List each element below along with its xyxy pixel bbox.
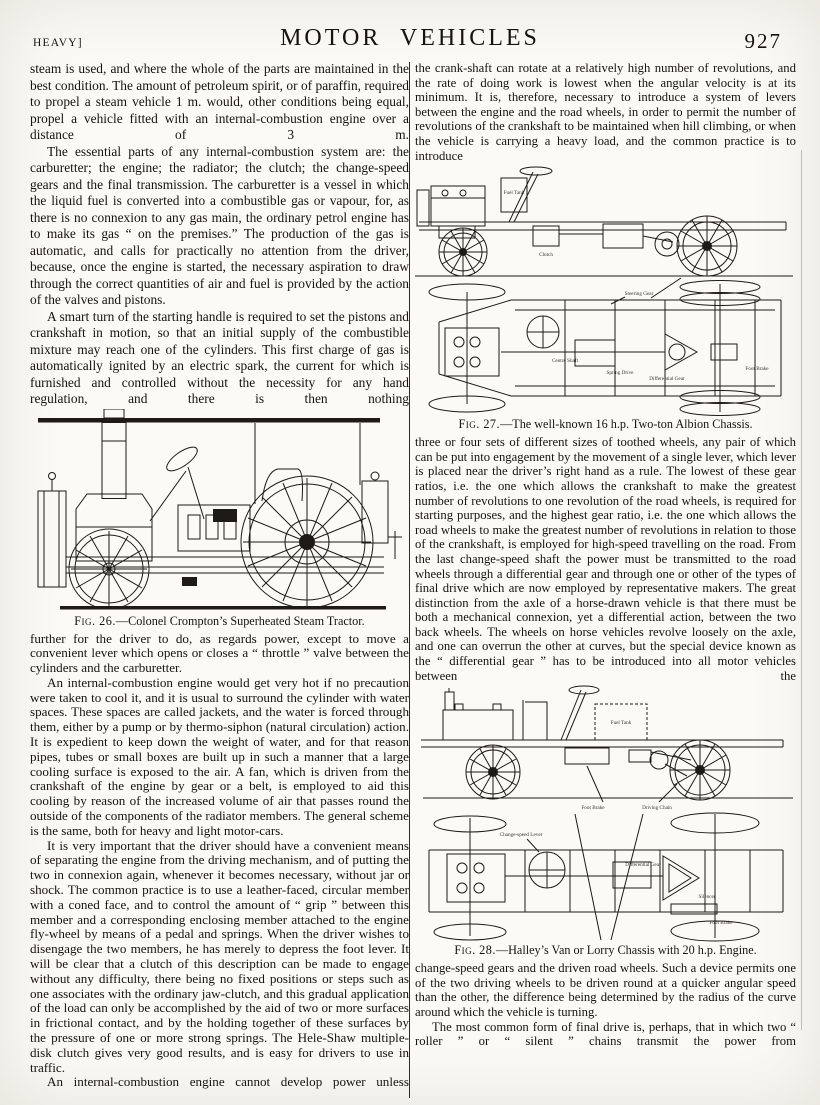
figure-part-label: Foot Brake: [581, 805, 605, 812]
paragraph: further for the driver to do, as regards power, except to move a convenient lever which opens or closes a “ throttle ” valve between the cylinders and the carburetter.: [30, 630, 409, 676]
figure-part-label: Differential Gear: [649, 376, 685, 383]
figure-27-caption: Fig. 27.—The well-known 16 h.p. Two-ton Albion Chassis.: [458, 417, 753, 432]
left-column: [30, 61, 409, 1090]
figure-part-label: Fuel Tank: [610, 720, 632, 727]
running-head-catchword: HEAVY]: [33, 37, 83, 49]
figure-part-label: Foot Brake: [709, 920, 733, 927]
figure26-drawing: [30, 409, 409, 613]
figure-28-halley-chassis: [415, 684, 796, 958]
figure-part-label: Fuel Tank: [503, 190, 525, 197]
figure-part-label: Clutch: [539, 252, 553, 259]
page-edge-scan-line: [801, 150, 802, 1030]
figure-part-label: Centre Shaft: [551, 358, 579, 365]
figure-26-caption: Fig. 26.—Colonel Crompton’s Superheated Steam Tractor.: [74, 613, 365, 628]
figure-part-label: Differential Gear: [625, 862, 661, 869]
figure-part-label: Foot Brake: [745, 366, 769, 373]
figure-part-label: Steering Gear: [624, 291, 654, 298]
figure-27-albion-chassis: [415, 164, 796, 432]
paragraph: the crank-shaft can rotate at a relatively high number of revolutions, and the rate of doing work is lowest when the angular velocity is at its minimum. It is, therefore, necessary to introduce a system of levers between the engine and the road wheels, in order to permit the number of revolutions of the crankshaft to be maintained when hill climbing, or when the vehicle is carrying a heavy load, and the common practice is to introduce: [415, 61, 796, 163]
paragraph: An internal-combustion engine would get very hot if no precaution were taken to cool it, and it is usual to surround the cylinder with water spaces. These spaces are called jackets, and the water is forced through them, either by a pump or by thermo-siphon (natural circulation) action. It is expedient to keep down the weight of water, and for that reason pipes, tubes or small boxes are built up in such a manner that a large cooling surface is exposed to the air. A fan, which is driven from the crankshaft of the engine by gear or a belt, is employed to aid this cooling by reason of the increased volume of air that passes round the outside of the components of the radiator members. The general scheme is the same, both for heavy and light motor-cars.: [30, 674, 409, 838]
paragraph: change-speed gears and the driven road wheels. Such a device permits one of the two driving wheels to be driven round at a quicker angular speed than the other, the difference being determined by the radius of the curve around which the vehicle is turning.: [415, 961, 796, 1020]
paragraph: The essential parts of any internal-combustion system are: the carburetter; the engine; the radiator; the clutch; the change-speed gears and the final transmission. The carburetter is a vessel in which the liquid fuel is converted into a combustible gas or vapour, for, as there is no connexion to any gas main, the ordinary petrol engine has to make its gas “ on the premises.” The production of the gas is automatic, and calls for practically no attention from the driver, because, once the engine is started, the necessary aspiration to draw through the correct quantities of air and fuel is provided by the action of the valves and pistons.: [30, 143, 409, 307]
paragraph: An internal-combustion engine cannot develop power unless: [47, 1074, 409, 1090]
figure-28-caption: Fig. 28.—Halley’s Van or Lorry Chassis with 20 h.p. Engine.: [454, 943, 757, 958]
paragraph: The most common form of final drive is, perhaps, that in which two “ roller ” or “ silent ” chains transmit the power from: [415, 1019, 796, 1049]
figure27-drawing: [415, 164, 796, 416]
paragraph: A smart turn of the starting handle is required to set the pistons and crankshaft in motion, so that an initial supply of the combustible mixture may reach one of the cylinders. This first charge of gas is automatically ignited by an electric spark, the current for which is furnished and controlled without the necessity for any hand regulation, and there is then nothing: [30, 308, 409, 406]
page-number: 927: [744, 29, 782, 53]
paragraph: It is very important that the driver should have a convenient means of separating the engine from the driving mechanism, and of putting the two in connexion again, whenever it becomes necessary, without jar or shock. The common practice is to use a leather-faced, circular member with a coned face, and to control the amount of “ grip ” between this member and a corresponding enclosing member attached to the engine fly-wheel by means of a pedal and springs. When the driver wishes to disengage the two members, he has merely to depress the foot lever. It will be clear that a clutch of this description can be made to engage without any difficulty, there being no fixed positions or steps such as one associates with the ordinary jaw-clutch, and this gradual application of the load can only be accomplished by the aid of two or more surfaces in frictional contact, and by the holding together of these surfaces by the pressure of one or more strong springs. The Hele-Shaw multiple-disk clutch gives very good results, and is easy for drivers to use in traffic.: [30, 837, 409, 1075]
figure28-drawing: [415, 684, 796, 942]
right-column: [415, 61, 796, 1049]
figure-part-label: Silencer: [698, 894, 716, 901]
figure-26-steam-tractor: [30, 409, 409, 629]
figure-part-label: Driving Chain: [642, 805, 672, 812]
paragraph: three or four sets of different sizes of toothed wheels, any pair of which can be put into engagement by the movement of a single lever, which lever is placed near the driver’s right hand as a rule. The lowest of these gear ratios, i.e. the one which allows the crankshaft to make the greatest number of revolutions to one revolution of the road wheels, is required for starting purposes, and the highest gear ratio, i.e. the one which allows the road wheels to make the greatest number of revolutions in relation to those of the crankshaft, is employed for high-speed travelling on the road. From the last change-speed shaft the power must be transmitted to the road wheels through a differential gear and through one or other of the types of final drive which are now employed by representative makers. The great distinction from the axle of a horse-drawn vehicle is that there must be both a mechanical connexion, yet a differential action, between the two back wheels. The wheels on horse vehicles revolve loosely on the axle, and one can overrun the other at curves, but the special device known as the “ differential gear ” has to be introduced into all motor vehicles between the: [415, 435, 796, 683]
figure-part-label: Spring Drive: [606, 370, 634, 377]
paragraph: steam is used, and where the whole of the parts are maintained in the best condition. The amount of petroleum spirit, or of paraffin, required to propel a steam vehicle 1 m. would, other conditions being equal, propel a vehicle fitted with an internal-combustion engine over a distance of 3 m.: [30, 61, 409, 142]
figure-part-label: Change-speed Lever: [499, 832, 543, 839]
column-divider-rule: [409, 62, 410, 1098]
page-title: MOTOR VEHICLES: [280, 25, 540, 51]
